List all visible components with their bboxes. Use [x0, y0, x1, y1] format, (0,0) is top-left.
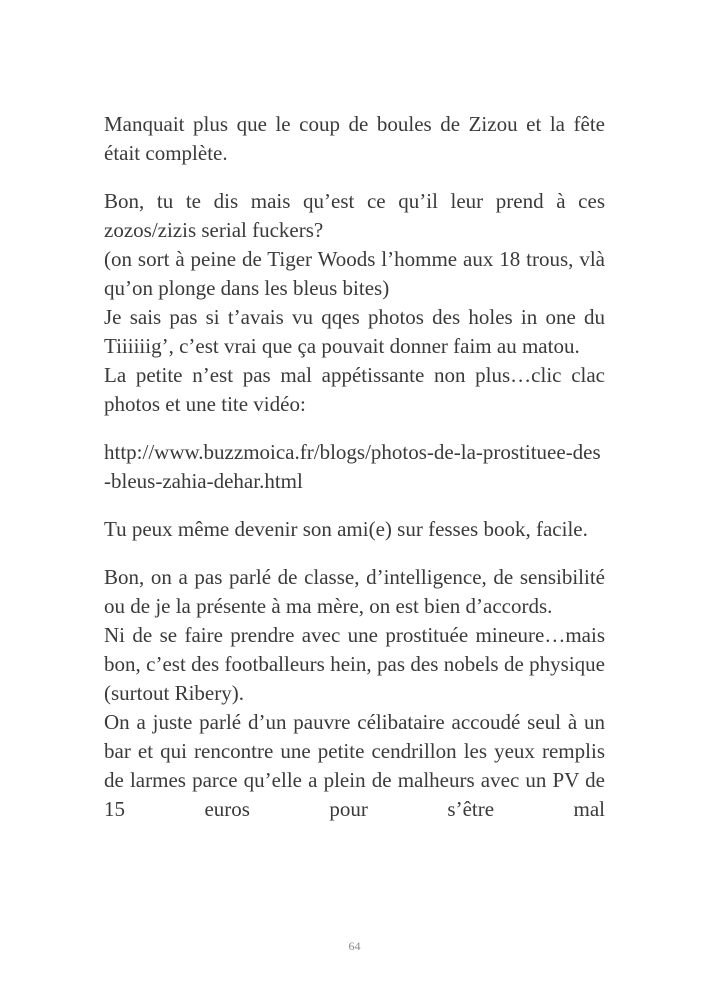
page-number: 64	[348, 939, 361, 953]
paragraph-10: On a juste parlé d’un pauvre célibataire accoudé seul à un bar et qui rencontre une petite cendrillon les yeux remplis de larmes parce qu’elle a plein de malheurs avec un PV de 15 euros pour s’être mal	[104, 710, 605, 821]
paragraph-8: Bon, on a pas parlé de classe, d’intelligence, de sensibilité ou de je la présente à ma mère, on est bien d’accords.	[104, 565, 605, 618]
page-footer	[0, 937, 709, 955]
paragraph-3: (on sort à peine de Tiger Woods l’homme aux 18 trous, vlà qu’on plonge dans les bleus bites)	[104, 247, 605, 300]
paragraph-4: Je sais pas si t’avais vu qqes photos des holes in one du Tiiiiiig’, c’est vrai que ça pouvait donner faim au matou.	[104, 305, 605, 358]
paragraph-9: Ni de se faire prendre avec une prostituée mineure…mais bon, c’est des footballeurs hein, pas des nobels de physique (surtout Ribery).	[104, 623, 605, 705]
paragraph-1: Manquait plus que le coup de boules de Zizou et la fête était complète.	[104, 112, 605, 165]
paragraph-5: La petite n’est pas mal appétissante non plus…clic clac photos et une tite vidéo:	[104, 363, 605, 416]
page-text	[104, 110, 605, 824]
paragraph-7: Tu peux même devenir son ami(e) sur fesses book, facile.	[104, 517, 588, 541]
url-text[interactable]: http://www.buzzmoica.fr/blogs/photos-de-la-prostituee-des-bleus-zahia-dehar.html	[104, 440, 601, 493]
paragraph-2: Bon, tu te dis mais qu’est ce qu’il leur prend à ces zozos/zizis serial fuckers?	[104, 189, 605, 242]
